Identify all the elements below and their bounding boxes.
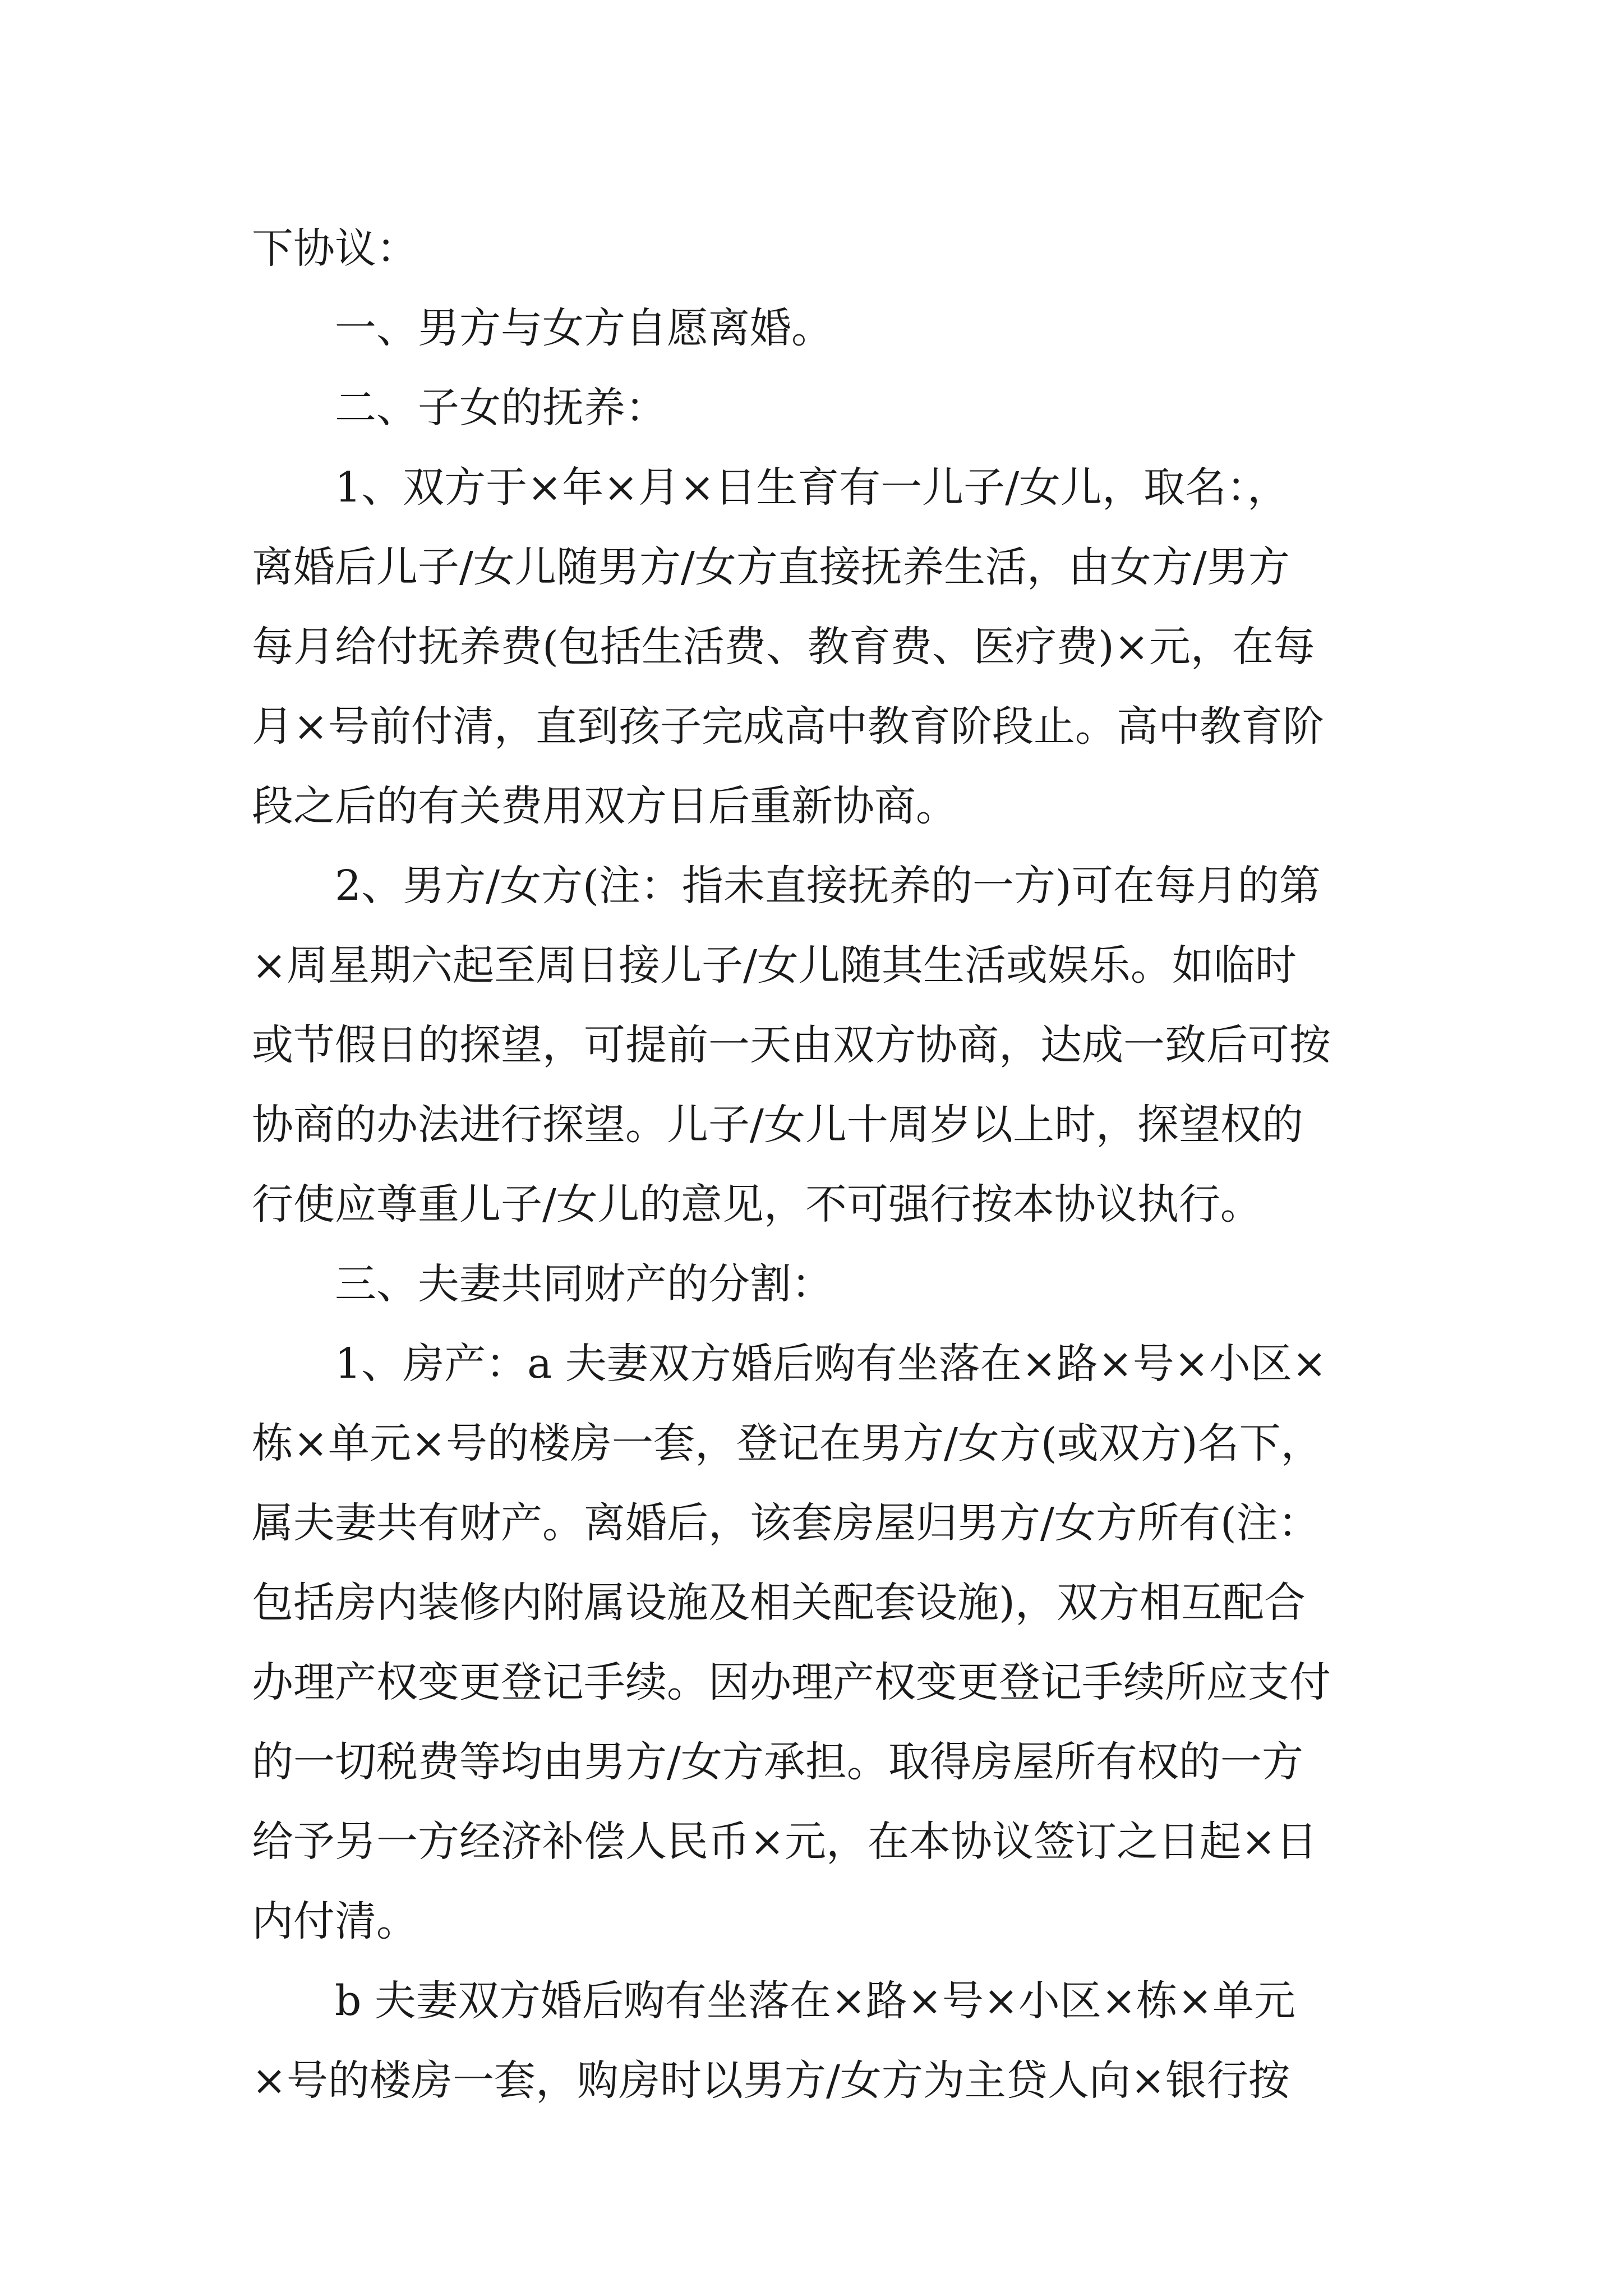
text-line: 给予另一方经济补偿人民币×元，在本协议签订之日起×日 [252, 1818, 1318, 1866]
text-line: 离婚后儿子/女儿随男方/女方直接抚养生活，由女方/男方 [252, 543, 1290, 591]
text-line: 三、夫妻共同财产的分割： [335, 1260, 833, 1308]
text-line: 办理产权变更登记手续。因办理产权变更登记手续所应支付 [252, 1658, 1331, 1706]
text-line: 内付清。 [252, 1897, 418, 1945]
text-line: 栋×单元×号的楼房一套，登记在男方/女方(或双方)名下， [252, 1419, 1322, 1467]
text-line: 下协议： [252, 224, 418, 273]
paragraph-section-3-heading [252, 1244, 1379, 1324]
text-line: 行使应尊重儿子/女儿的意见，不可强行按本协议执行。 [252, 1180, 1262, 1228]
text-line: 包括房内装修内附属设施及相关配套设施)，双方相互配合 [252, 1579, 1306, 1627]
paragraph-child-support [252, 448, 1379, 846]
text-line: ×周星期六起至周日接儿子/女儿随其生活或娱乐。如临时 [252, 941, 1297, 990]
text-line: 属夫妻共有财产。离婚后，该套房屋归男方/女方所有(注： [252, 1499, 1320, 1547]
text-line: 二、子女的抚养： [335, 384, 667, 432]
paragraph-intro [252, 209, 1379, 288]
text-line: 或节假日的探望，可提前一天由双方协商，达成一致后可按 [252, 1021, 1331, 1069]
paragraph-visitation [252, 846, 1379, 1244]
text-line: 每月给付抚养费(包括生活费、教育费、医疗费)×元，在每 [252, 623, 1315, 671]
text-line: 1、房产：a 夫妻双方婚后购有坐落在×路×号×小区× [335, 1340, 1327, 1388]
paragraph-section-1 [252, 288, 1379, 368]
paragraph-property-a [252, 1324, 1379, 1961]
text-line: 的一切税费等均由男方/女方承担。取得房屋所有权的一方 [252, 1738, 1303, 1786]
text-line: b 夫妻双方婚后购有坐落在×路×号×小区×栋×单元 [335, 1977, 1295, 2025]
text-line: 协商的办法进行探望。儿子/女儿十周岁以上时，探望权的 [252, 1101, 1303, 1149]
paragraph-section-2-heading [252, 368, 1379, 448]
text-line: 一、男方与女方自愿离婚。 [335, 304, 833, 352]
paragraph-property-b [252, 1961, 1379, 2120]
text-line: 2、男方/女方(注：指未直接抚养的一方)可在每月的第 [335, 862, 1321, 910]
text-line: 月×号前付清，直到孩子完成高中教育阶段止。高中教育阶 [252, 702, 1325, 751]
text-line: ×号的楼房一套，购房时以男方/女方为主贷人向×银行按 [252, 2056, 1290, 2105]
document-body [252, 209, 1379, 2120]
text-line: 1、双方于×年×月×日生育有一儿子/女儿，取名：， [335, 463, 1289, 512]
text-line: 段之后的有关费用双方日后重新协商。 [252, 782, 957, 830]
